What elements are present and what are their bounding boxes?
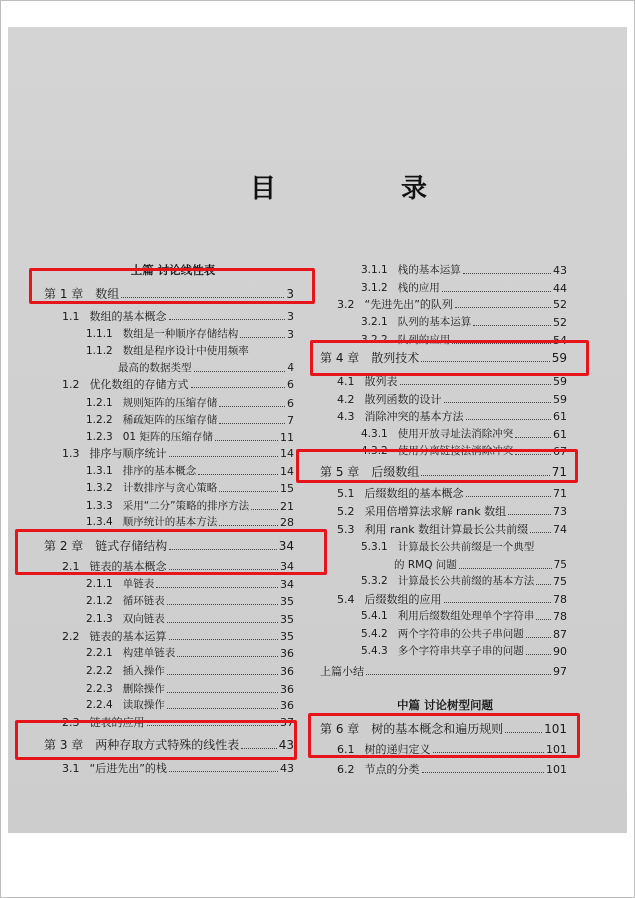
toc-entry-page: 14 — [280, 447, 294, 460]
toc-leader-dots — [156, 587, 278, 588]
toc-entry-number: 3.1.1 — [361, 264, 388, 276]
toc-leader-dots — [169, 771, 278, 772]
toc-entry-title: 稀疏矩阵的压缩存储 — [122, 414, 218, 426]
toc-entry-number: 5.4.2 — [361, 628, 388, 640]
toc-entry — [361, 316, 567, 329]
toc-entry-number: 2.2 — [62, 630, 80, 643]
toc-entry-title: 规则矩阵的压缩存储 — [122, 397, 218, 409]
toc-entry-title: 散列表 — [364, 375, 398, 388]
highlight-chapter-5 — [296, 449, 578, 483]
toc-entry-title: 两个字符串的公共子串问题 — [397, 628, 524, 640]
toc-entry-number: 1.2.3 — [86, 431, 113, 443]
toc-leader-dots — [167, 622, 278, 623]
toc-entry-page: 6 — [287, 397, 294, 410]
toc-entry-page: 54 — [553, 334, 567, 347]
toc-leader-dots — [169, 319, 286, 320]
toc-entry-number: 1.3.1 — [86, 465, 113, 477]
toc-leader-dots — [169, 639, 279, 640]
toc-entry-number: 1.3.4 — [86, 516, 113, 528]
toc-entry-number: 1.3 — [62, 447, 80, 460]
toc-entry-page: 36 — [280, 665, 294, 678]
toc-entry-title: 后缀数组的应用 — [364, 593, 442, 606]
toc-entry-number: 3.1.2 — [361, 282, 388, 294]
toc-entry-title: 数组的基本概念 — [89, 310, 167, 323]
toc-entry — [361, 645, 567, 658]
toc-entry — [361, 541, 567, 554]
toc-entry-title: 散列技术 — [371, 351, 420, 365]
toc-entry — [394, 559, 567, 572]
toc-entry-title: 链表的基本概念 — [89, 560, 167, 573]
toc-entry-page: 101 — [546, 763, 567, 776]
toc-entry-number: 5.3 — [337, 523, 355, 536]
toc-leader-dots — [219, 423, 285, 424]
toc-entry — [361, 282, 567, 295]
toc-entry-number: 1.2 — [62, 378, 80, 391]
highlight-chapter-2 — [15, 529, 327, 575]
toc-entry-number: 2.2.3 — [86, 683, 113, 695]
toc-leader-dots — [530, 532, 551, 533]
toc-entry-number: 5.4.3 — [361, 645, 388, 657]
toc-entry — [337, 523, 567, 536]
toc-entry — [86, 613, 294, 626]
toc-entry-title: 优化数组的存储方式 — [89, 378, 189, 391]
toc-entry-page: 34 — [280, 578, 294, 591]
toc-entry-title: 采用倍增算法求解 rank 数组 — [364, 505, 507, 518]
toc-entry-page: 36 — [280, 647, 294, 660]
toc-entry-title: 散列函数的设计 — [364, 393, 442, 406]
toc-entry-title: 单链表 — [122, 578, 155, 590]
toc-entry — [86, 665, 294, 678]
toc-entry-number: 4.3.2 — [361, 445, 388, 457]
toc-entry-number: 5.4 — [337, 593, 355, 606]
toc-entry-number: 第 1 章 — [44, 287, 84, 301]
toc-entry — [337, 375, 567, 388]
toc-entry-page: 59 — [553, 393, 567, 406]
toc-entry-title: 顺序统计的基本方法 — [122, 516, 218, 528]
toc-leader-dots — [194, 371, 286, 372]
toc-entry — [62, 447, 294, 460]
highlight-chapter-1 — [29, 268, 315, 304]
toc-entry — [118, 362, 294, 375]
toc-leader-dots — [167, 674, 278, 675]
toc-entry-page: 101 — [546, 743, 567, 756]
toc-entry-number: 第 6 章 — [320, 722, 360, 736]
toc-entry-page: 43 — [278, 738, 294, 752]
toc-entry-number: 1.3.3 — [86, 500, 113, 512]
toc-entry-number: 6.2 — [337, 763, 355, 776]
toc-leader-dots — [466, 419, 552, 420]
toc-entry-page: 59 — [553, 375, 567, 388]
toc-entry-page: 52 — [553, 298, 567, 311]
toc-entry-number: 1.2.2 — [86, 414, 113, 426]
toc-leader-dots — [198, 474, 278, 475]
toc-entry-page: 4 — [287, 362, 294, 374]
toc-entry — [86, 345, 294, 358]
toc-entry-page: 34 — [280, 560, 294, 573]
toc-entry — [86, 482, 294, 495]
toc-entry-title: 链表的应用 — [89, 716, 145, 729]
toc-entry-page: 44 — [553, 282, 567, 295]
toc-entry-page: 74 — [553, 523, 567, 536]
toc-entry-page: 14 — [280, 465, 294, 478]
toc-entry — [86, 516, 294, 529]
toc-entry-title: 队列的应用 — [397, 334, 451, 346]
toc-leader-dots — [526, 654, 551, 655]
toc-leader-dots — [515, 437, 551, 438]
toc-entry-title: 数组是一种顺序存储结构 — [122, 328, 239, 340]
toc-entry-title: 后缀数组 — [371, 465, 420, 479]
toc-entry-title: 树的递归定义 — [364, 743, 431, 756]
toc-entry-page: 15 — [280, 482, 294, 495]
toc-entry-title: 树的基本概念和遍历规则 — [371, 722, 504, 736]
toc-entry-page: 78 — [553, 610, 567, 623]
toc-entry — [86, 500, 294, 513]
toc-entry-page: 35 — [280, 613, 294, 626]
toc-leader-dots — [177, 656, 278, 657]
toc-entry — [86, 431, 294, 444]
toc-leader-dots — [167, 604, 278, 605]
toc-entry-number: 3.2.2 — [361, 334, 388, 346]
toc-entry-page: 59 — [551, 351, 567, 365]
part-heading-upper: 上篇 讨论线性表 — [130, 263, 216, 277]
toc-leader-dots — [526, 637, 551, 638]
toc-entry-page: 35 — [280, 595, 294, 608]
toc-leader-dots — [466, 496, 552, 497]
toc-entry-title: 利用后缀数组处理单个字符串 — [397, 610, 535, 622]
highlight-chapter-3 — [15, 720, 297, 760]
toc-leader-dots — [508, 514, 551, 515]
toc-entry — [361, 575, 567, 588]
toc-leader-dots — [463, 273, 551, 274]
toc-entry-number: 6.1 — [337, 743, 355, 756]
toc-entry-page: 36 — [280, 683, 294, 696]
toc-entry-number: 2.1 — [62, 560, 80, 573]
toc-entry-title: 最高的数据类型 — [118, 362, 192, 374]
toc-entry — [337, 298, 567, 311]
toc-entry-title: 插入操作 — [122, 665, 165, 677]
toc-entry-title: “后进先出”的栈 — [89, 762, 167, 775]
toc-entry-title: 的 RMQ 问题 — [394, 559, 457, 571]
toc-entry-page: 3 — [286, 287, 294, 301]
toc-entry-title: “先进先出”的队列 — [364, 298, 453, 311]
toc-entry-title: 计数排序与贪心策略 — [122, 482, 218, 494]
toc-entry-page: 37 — [280, 716, 294, 729]
toc-entry-title: 消除冲突的基本方法 — [364, 410, 464, 423]
toc-entry-page: 7 — [287, 414, 294, 427]
toc-entry-title: 链表的基本运算 — [89, 630, 167, 643]
toc-entry — [337, 763, 567, 776]
part-heading-middle: 中篇 讨论树型问题 — [396, 698, 493, 712]
toc-entry-title: 利用 rank 数组计算最长公共前缀 — [364, 523, 529, 536]
toc-leader-dots — [442, 291, 551, 292]
toc-entry-title: 队列的基本运算 — [397, 316, 472, 328]
toc-leader-dots — [536, 619, 551, 620]
toc-entry-title: 链式存储结构 — [95, 539, 168, 553]
toc-entry-title: 01 矩阵的压缩存储 — [122, 431, 213, 443]
toc-entry-page: 34 — [278, 539, 294, 553]
toc-leader-dots — [459, 568, 552, 569]
highlight-chapter-6 — [308, 713, 580, 758]
toc-entry-title: 计算最长公共前缀的基本方法 — [397, 575, 535, 587]
toc-entry-number: 1.3.2 — [86, 482, 113, 494]
toc-entry — [361, 610, 567, 623]
toc-entry-page: 3 — [287, 310, 294, 323]
toc-entry-title: 删除操作 — [122, 683, 165, 695]
toc-entry-number: 2.2.4 — [86, 699, 113, 711]
toc-entry-number: 第 2 章 — [44, 539, 84, 553]
toc-entry — [361, 428, 567, 441]
toc-entry — [62, 310, 294, 323]
toc-entry-title: 栈的基本运算 — [397, 264, 461, 276]
toc-entry-page: 71 — [551, 465, 567, 479]
toc-entry-number: 5.2 — [337, 505, 355, 518]
toc-entry-page: 43 — [280, 762, 294, 775]
toc-entry — [320, 665, 567, 678]
toc-leader-dots — [240, 337, 285, 338]
toc-entry-number: 5.3.1 — [361, 541, 388, 553]
toc-leader-dots — [167, 708, 278, 709]
toc-entry-page: 28 — [280, 516, 294, 529]
toc-entry-number: 第 4 章 — [320, 351, 360, 365]
toc-entry-title: 栈的应用 — [397, 282, 440, 294]
toc-entry-page: 35 — [280, 630, 294, 643]
toc-entry-number: 1.1 — [62, 310, 80, 323]
toc-entry-title: 计算最长公共前缀是一个典型 — [397, 541, 535, 553]
toc-entry — [337, 593, 567, 606]
toc-entry-title: 采用“二分”策略的排序方法 — [122, 500, 250, 512]
toc-entry-number: 5.3.2 — [361, 575, 388, 587]
toc-entry — [86, 465, 294, 478]
toc-entry — [86, 683, 294, 696]
toc-entry — [86, 414, 294, 427]
toc-entry-number: 2.1.1 — [86, 578, 113, 590]
toc-entry-page: 90 — [553, 645, 567, 658]
toc-leader-dots — [422, 772, 545, 773]
toc-entry-title: 使用分离链接法消除冲突 — [397, 445, 514, 457]
toc-entry-number: 1.1.1 — [86, 328, 113, 340]
toc-entry-page: 73 — [553, 505, 567, 518]
toc-entry-page: 67 — [553, 445, 567, 458]
toc-entry-title: 后缀数组的基本概念 — [364, 487, 464, 500]
toc-entry-number: 3.2.1 — [361, 316, 388, 328]
toc-leader-dots — [444, 402, 552, 403]
toc-leader-dots — [366, 674, 551, 675]
toc-entry-page: 52 — [553, 316, 567, 329]
toc-entry-number: 4.3 — [337, 410, 355, 423]
toc-entry-title: 读取操作 — [122, 699, 165, 711]
toc-entry-number: 4.2 — [337, 393, 355, 406]
toc-entry-title: 使用开放寻址法消除冲突 — [397, 428, 514, 440]
highlight-chapter-4 — [310, 340, 589, 376]
toc-entry — [62, 378, 294, 391]
toc-leader-dots — [251, 509, 278, 510]
toc-leader-dots — [219, 525, 278, 526]
toc-entry-page: 71 — [553, 487, 567, 500]
toc-entry-title: 排序与顺序统计 — [89, 447, 167, 460]
toc-entry-title: 上篇小结 — [320, 665, 364, 678]
toc-entry-page: 6 — [287, 378, 294, 391]
toc-entry — [86, 699, 294, 712]
toc-entry — [337, 505, 567, 518]
toc-entry-title: 节点的分类 — [364, 763, 420, 776]
toc-entry-number: 4.1 — [337, 375, 355, 388]
toc-entry — [86, 578, 294, 591]
toc-leader-dots — [473, 325, 551, 326]
toc-entry-number: 2.2.2 — [86, 665, 113, 677]
toc-leader-dots — [215, 440, 278, 441]
toc-leader-dots — [191, 387, 286, 388]
toc-entry-page: 3 — [287, 328, 294, 341]
toc-entry-number: 第 3 章 — [44, 738, 84, 752]
toc-entry-title: 排序的基本概念 — [122, 465, 197, 477]
toc-entry — [337, 393, 567, 406]
toc-leader-dots — [169, 456, 279, 457]
toc-entry-page: 78 — [553, 593, 567, 606]
toc-entry-title: 双向链表 — [122, 613, 165, 625]
toc-entry-number: 3.1 — [62, 762, 80, 775]
toc-entry-page: 75 — [553, 559, 567, 571]
toc-entry-number: 1.2.1 — [86, 397, 113, 409]
toc-entry-page: 101 — [544, 722, 567, 736]
toc-entry-page: 36 — [280, 699, 294, 712]
toc-entry — [62, 762, 294, 775]
toc-entry-title: 数组 — [95, 287, 120, 301]
toc-entry-page: 61 — [553, 410, 567, 423]
toc-entry-page: 11 — [280, 431, 294, 444]
toc-entry-number: 第 5 章 — [320, 465, 360, 479]
toc-leader-dots — [219, 406, 285, 407]
toc-entry — [337, 410, 567, 423]
toc-entry-number: 3.2 — [337, 298, 355, 311]
toc-entry-number: 2.2.1 — [86, 647, 113, 659]
toc-entry-number: 2.1.2 — [86, 595, 113, 607]
toc-entry — [86, 647, 294, 660]
toc-entry — [86, 595, 294, 608]
page-title: 目 录 — [250, 174, 486, 204]
toc-entry — [337, 487, 567, 500]
toc-entry-number: 2.1.3 — [86, 613, 113, 625]
toc-entry-page: 61 — [553, 428, 567, 441]
toc-entry — [361, 264, 567, 277]
toc-entry-page: 97 — [553, 665, 567, 678]
toc-entry-number: 1.1.2 — [86, 345, 113, 357]
toc-entry — [62, 630, 294, 643]
toc-entry — [86, 397, 294, 410]
toc-entry — [361, 628, 567, 641]
toc-leader-dots — [219, 491, 278, 492]
toc-entry-page: 75 — [553, 575, 567, 588]
toc-leader-dots — [455, 307, 551, 308]
toc-entry-title: 两种存取方式特殊的线性表 — [95, 738, 240, 752]
toc-leader-dots — [536, 584, 551, 585]
toc-entry-page: 21 — [280, 500, 294, 513]
toc-leader-dots — [400, 384, 552, 385]
toc-entry — [86, 328, 294, 341]
toc-entry-number: 2.3 — [62, 716, 80, 729]
toc-entry-title: 构建单链表 — [122, 647, 176, 659]
toc-entry-title: 循环链表 — [122, 595, 165, 607]
toc-leader-dots — [167, 692, 278, 693]
toc-entry-number: 4.3.1 — [361, 428, 388, 440]
toc-entry-page: 87 — [553, 628, 567, 641]
toc-entry-number: 5.4.1 — [361, 610, 388, 622]
toc-entry-title: 数组是程序设计中使用频率 — [122, 345, 249, 357]
toc-entry-page: 43 — [553, 264, 567, 277]
toc-entry-number: 5.1 — [337, 487, 355, 500]
toc-leader-dots — [444, 602, 552, 603]
toc-entry-title: 多个字符串共享子串的问题 — [397, 645, 524, 657]
